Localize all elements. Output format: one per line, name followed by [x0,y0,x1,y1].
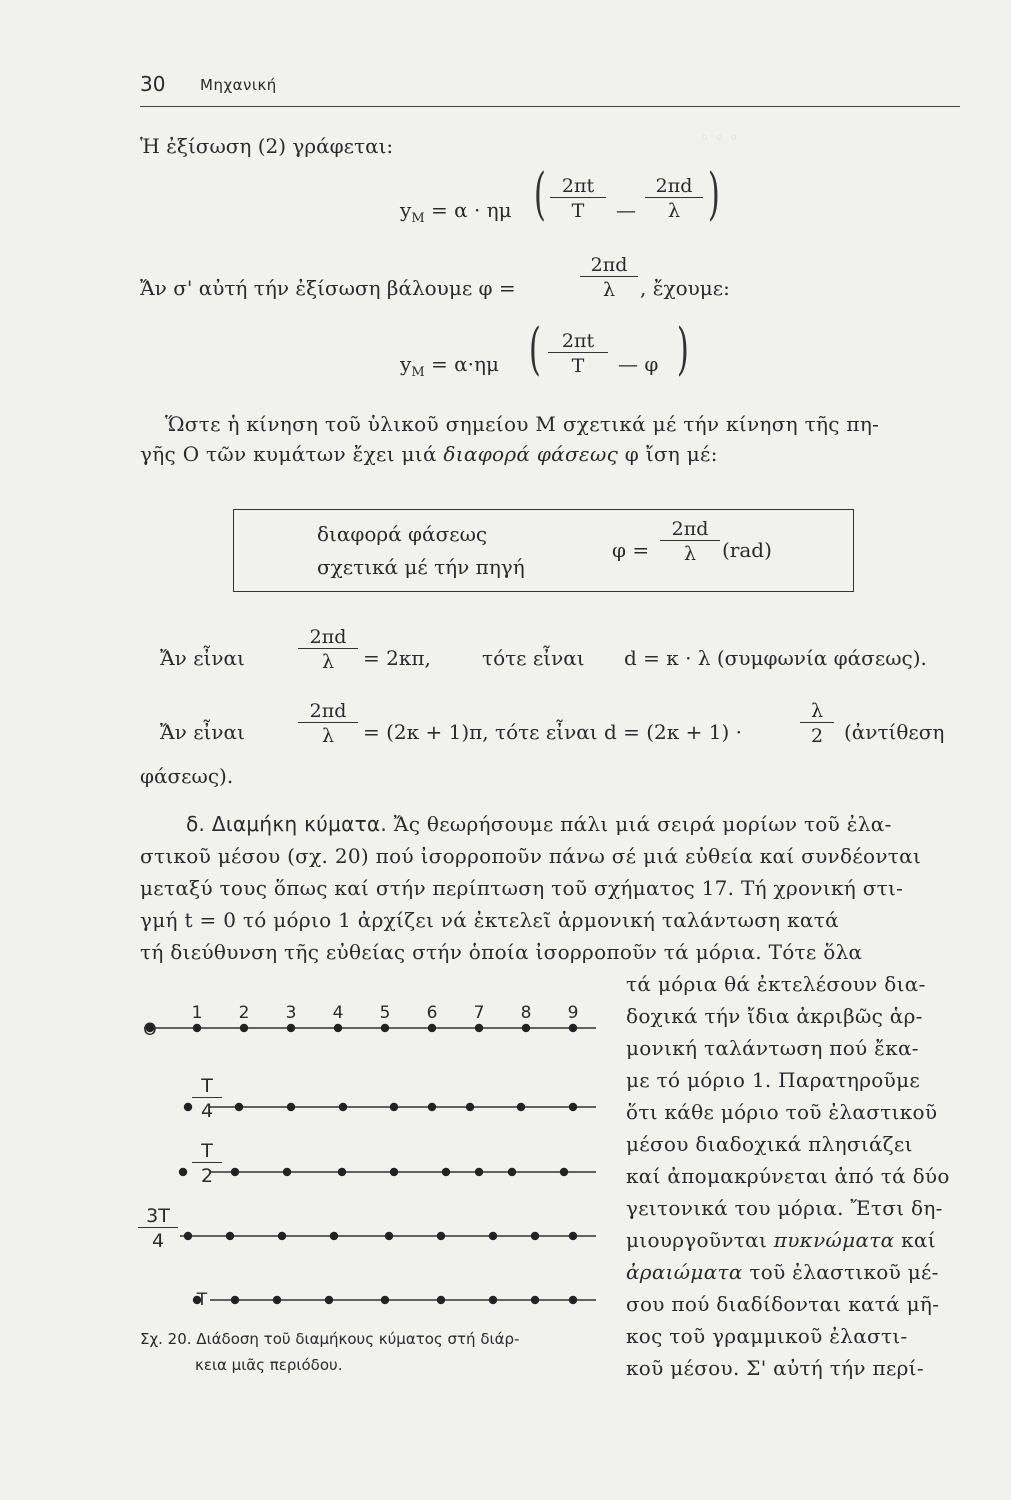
molecule-dot [287,1103,295,1111]
molecule-dot [184,1232,192,1240]
molecule-dot [231,1168,239,1176]
column-line: με τό μόριο 1. Παρατηροῦμε [626,1068,921,1092]
header-rule [140,106,960,107]
molecule-number-5: 5 [379,1003,391,1023]
paren-close: ) [676,317,689,382]
molecule-dot [385,1232,393,1240]
molecule-dot [334,1024,342,1032]
molecule-dot [428,1103,436,1111]
section-heading: δ. Διαμήκη κύματα. [186,812,388,836]
molecule-dot [273,1296,281,1304]
molecule-dot [475,1168,483,1176]
phi-substitution-text: Ἄν σ' αὐτή τήν ἐξίσωση βάλουμε φ = [140,276,516,300]
paragraph-line: στικοῦ μέσου (σχ. 20) πού ἰσορροποῦν πάνω σέ μιά εὐθεία καί συνδέονται [140,844,922,868]
running-header: Μηχανική [200,76,277,94]
paren-open: ( [533,162,546,227]
molecule-dot [231,1296,239,1304]
fraction-2pid-lambda: $\frac{2\pi d}{\lambda}$ [298,700,358,747]
fraction-2pit-T: $\frac{2\pi t}{T}$ [550,175,606,222]
molecule-dot [381,1024,389,1032]
molecule-dot [569,1232,577,1240]
column-line: μέσου διαδοχικά πλησιάζει [626,1132,913,1156]
figure-caption-line-2: κεια μιᾶς περιόδου. [195,1356,343,1374]
molecule-dot [560,1168,568,1176]
molecule-dot [390,1103,398,1111]
condition-1-then: τότε εἶναι [482,646,585,670]
column-line: κοῦ μέσου. Σ' αὐτή τήν περί- [626,1356,924,1380]
fraction-lambda-2: $\frac{\lambda}{2}$ [800,700,834,747]
paragraph-line: γῆς Ο τῶν κυμάτων ἔχει μιά διαφορά φάσεως φ ἴση μέ: [140,442,718,466]
column-line: μιουργοῦνται πυκνώματα καί [626,1228,936,1252]
phi-substitution-tail: , ἔχουμε: [640,276,730,300]
paragraph-line: γμή t = 0 τό μόριο 1 ἀρχίζει νά ἐκτελεῖ ἁρμονική ταλάντωση κατά [140,908,839,932]
row-label-three-quarter-period: $\frac{3T}{4}$ [138,1205,178,1252]
molecule-dot [179,1168,187,1176]
fraction-2pit-T: $\frac{2\pi t}{T}$ [548,330,608,377]
molecule-number-1: 1 [191,1003,203,1023]
molecule-dot [339,1103,347,1111]
molecule-dot [437,1296,445,1304]
paren-open: ( [528,317,541,382]
equation-intro: Ἡ ἐξίσωση (2) γράφεται: [140,134,394,158]
molecule-dot [278,1232,286,1240]
molecule-dot [517,1103,525,1111]
molecule-number-2: 2 [238,1003,250,1023]
minus-sign: — [616,198,636,222]
phi-equals: φ = [612,538,650,562]
molecule-dot [287,1024,295,1032]
molecule-dot [531,1296,539,1304]
column-line: γειτονικά του μόρια. Ἔτσι δη- [626,1196,943,1220]
molecule-dot [193,1024,201,1032]
molecule-dot [184,1103,192,1111]
column-line: τά μόρια θά ἐκτελέσουν δια- [626,972,926,996]
unit-rad: (rad) [722,538,772,562]
molecule-dot [330,1232,338,1240]
column-line: ὅτι κάθε μόριο τοῦ ἐλαστικοῦ [626,1100,938,1124]
molecule-dot [226,1232,234,1240]
molecule-dot [508,1168,516,1176]
molecule-dot [569,1024,577,1032]
condition-2-result: (ἀντίθεση [844,720,945,744]
equation-1-lhs: $y_M = \alpha \cdot \eta\mu$ [400,198,512,226]
minus-phi: — φ [618,352,659,376]
column-line: σου πού διαδίδονται κατά μῆ- [626,1292,940,1316]
molecule-dot [442,1168,450,1176]
origin-label: O [143,1020,157,1040]
condition-1-result: d = κ · λ (συμφωνία φάσεως). [624,646,927,670]
section-heading-line: δ. Διαμήκη κύματα. Ἄς θεωρήσουμε πάλι μιά σειρά μορίων τοῦ ἐλα- [186,812,892,836]
column-line: δοχικά τήν ἴδια ἀκριβῶς ἁρ- [626,1004,923,1028]
molecule-number-4: 4 [332,1003,344,1023]
molecule-dot [489,1296,497,1304]
molecule-dot [466,1103,474,1111]
condition-1-eq: = 2κπ, [363,646,431,670]
molecule-dot [531,1232,539,1240]
molecule-dot [489,1232,497,1240]
row-label-half-period: $\frac{T}{2}$ [192,1140,222,1187]
molecule-dot [338,1168,346,1176]
molecule-number-9: 9 [567,1003,579,1023]
molecule-dot [381,1296,389,1304]
condition-2-continuation: φάσεως). [140,764,234,788]
molecule-dot [240,1024,248,1032]
condition-2-prefix: Ἄν εἶναι [160,720,245,744]
molecule-dot [569,1103,577,1111]
row-label-full-period: T [196,1290,208,1310]
column-line: κος τοῦ γραμμικοῦ ἐλαστι- [626,1324,908,1348]
paragraph-line: μεταξύ τους ὅπως καί στήν περίπτωση τοῦ σχήματος 17. Τή χρονική στι- [140,876,904,900]
column-line: ἀραιώματα τοῦ ἐλαστικοῦ μέ- [626,1260,939,1284]
molecule-dot [475,1024,483,1032]
box-label-line-2: σχετικά μέ τήν πηγή [317,555,525,579]
bleed-through: ◦ ◦ ◦ [700,128,739,147]
molecule-dot [522,1024,530,1032]
fraction-2pid-lambda: $\frac{2\pi d}{\lambda}$ [660,518,720,565]
molecule-number-6: 6 [426,1003,438,1023]
column-line: καί ἀπομακρύνεται ἀπό τά δύο [626,1164,950,1188]
molecule-dot [390,1168,398,1176]
fraction-2pid-lambda: $\frac{2\pi d}{\lambda}$ [298,626,358,673]
paragraph-line: Ὥστε ἡ κίνηση τοῦ ὑλικοῦ σημείου Μ σχετικά μέ τήν κίνηση τῆς πη- [165,412,880,436]
equation-2-lhs: $y_M = \alpha\cdot\eta\mu$ [400,352,499,380]
row-label-quarter-period: $\frac{T}{4}$ [192,1075,222,1122]
fraction-2pid-lambda: $\frac{2\pi d}{\lambda}$ [645,175,703,222]
molecule-dot [325,1296,333,1304]
molecule-dot [437,1232,445,1240]
condition-1-prefix: Ἄν εἶναι [160,646,245,670]
molecule-number-8: 8 [520,1003,532,1023]
figure-caption-line-1: Σχ. 20. Διάδοση τοῦ διαμήκους κύματος στή διάρ- [140,1330,520,1348]
molecule-dot [428,1024,436,1032]
molecule-dot [283,1168,291,1176]
condition-2-eq: = (2κ + 1)π, τότε εἶναι d = (2κ + 1) · [363,720,742,744]
box-label-line-1: διαφορά φάσεως [317,522,488,546]
paren-close: ) [707,162,720,227]
column-line: μονική ταλάντωση πού ἔκα- [626,1036,919,1060]
molecule-dot [569,1296,577,1304]
fraction-phi-def: $\frac{2\pi d}{\lambda}$ [580,254,638,301]
molecule-dot [235,1103,243,1111]
molecule-number-7: 7 [473,1003,485,1023]
page-number: 30 [140,72,166,96]
paragraph-line: τή διεύθυνση τῆς εὐθείας στήν ὁποία ἰσορροποῦν τά μόρια. Τότε ὅλα [140,940,863,964]
molecule-number-3: 3 [285,1003,297,1023]
